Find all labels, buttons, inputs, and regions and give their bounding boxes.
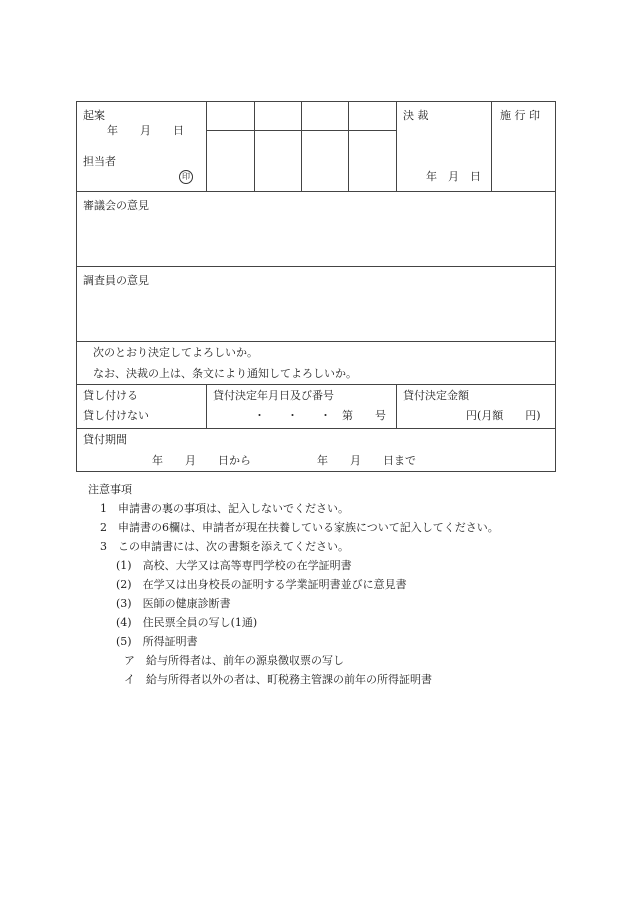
note-item: 1 申請書の裏の事項は、記入しないでください。 (100, 502, 349, 515)
decision-date-number-value: ・ ・ ・ 第 号 (254, 409, 386, 422)
rule (396, 384, 397, 428)
note-sub-item: (1) 高校、大学又は高等専門学校の在学証明書 (116, 559, 352, 572)
approval-box[interactable] (207, 102, 253, 130)
rule (76, 471, 556, 472)
rule (76, 191, 556, 192)
notes-section (88, 480, 499, 689)
loan-amount-value: 円(月額 円) (466, 409, 541, 422)
note-item: 3 この申請書には、次の書類を添えてください。 (100, 540, 349, 553)
loan-period-value: 年 月 日から 年 月 日まで (152, 454, 416, 467)
note-sub-sub-item: イ 給与所得者以外の者は、町税務主管課の前年の所得証明書 (124, 673, 432, 686)
draft-label: 起案 (83, 109, 105, 122)
draft-date: 年 月 日 (107, 124, 184, 137)
loan-amount-label: 貸付決定金額 (403, 389, 469, 402)
rule (76, 101, 77, 471)
approval-box[interactable] (255, 102, 300, 130)
note-item: 2 申請書の6欄は、申請者が現在扶養している家族について記入してください。 (100, 521, 499, 534)
rule (206, 384, 207, 428)
statement-line-2: なお、決裁の上は、条文により通知してよろしいか。 (93, 367, 357, 380)
approval-box[interactable] (349, 102, 395, 130)
note-sub-item: (5) 所得証明書 (116, 635, 198, 648)
rule (76, 428, 556, 429)
rule (491, 101, 492, 191)
notes-heading: 注意事項 (88, 483, 132, 496)
note-sub-sub-item: ア 給与所得者は、前年の源泉徴収票の写し (124, 654, 344, 667)
rule (555, 101, 556, 471)
note-sub-item: (4) 住民票全員の写し(1通) (116, 616, 258, 629)
investigator-opinion-label: 調査員の意見 (83, 274, 149, 287)
approval-box[interactable] (302, 102, 347, 130)
statement-line-1: 次のとおり決定してよろしいか。 (93, 346, 258, 359)
person-label: 担当者 (83, 155, 116, 168)
council-opinion-label: 審議会の意見 (83, 199, 149, 212)
note-sub-item: (2) 在学又は出身校長の証明する学業証明書並びに意見書 (116, 578, 407, 591)
rule (76, 384, 556, 385)
rule (76, 266, 556, 267)
lend-label: 貸し付ける (83, 389, 138, 402)
rule (76, 341, 556, 342)
loan-period-label: 貸付期間 (83, 433, 127, 446)
decision-date: 年 月 日 (426, 170, 481, 183)
decision-date-number-label: 貸付決定年月日及び番号 (213, 389, 334, 402)
council-opinion-field[interactable] (78, 215, 554, 265)
seal-mark: 印 (179, 170, 193, 184)
decision-label: 決 裁 (403, 109, 429, 122)
rule (396, 101, 397, 191)
note-sub-item: (3) 医師の健康診断書 (116, 597, 231, 610)
no-lend-label: 貸し付けない (83, 409, 149, 422)
execution-seal-label: 施 行 印 (500, 109, 540, 122)
investigator-opinion-field[interactable] (78, 290, 554, 340)
